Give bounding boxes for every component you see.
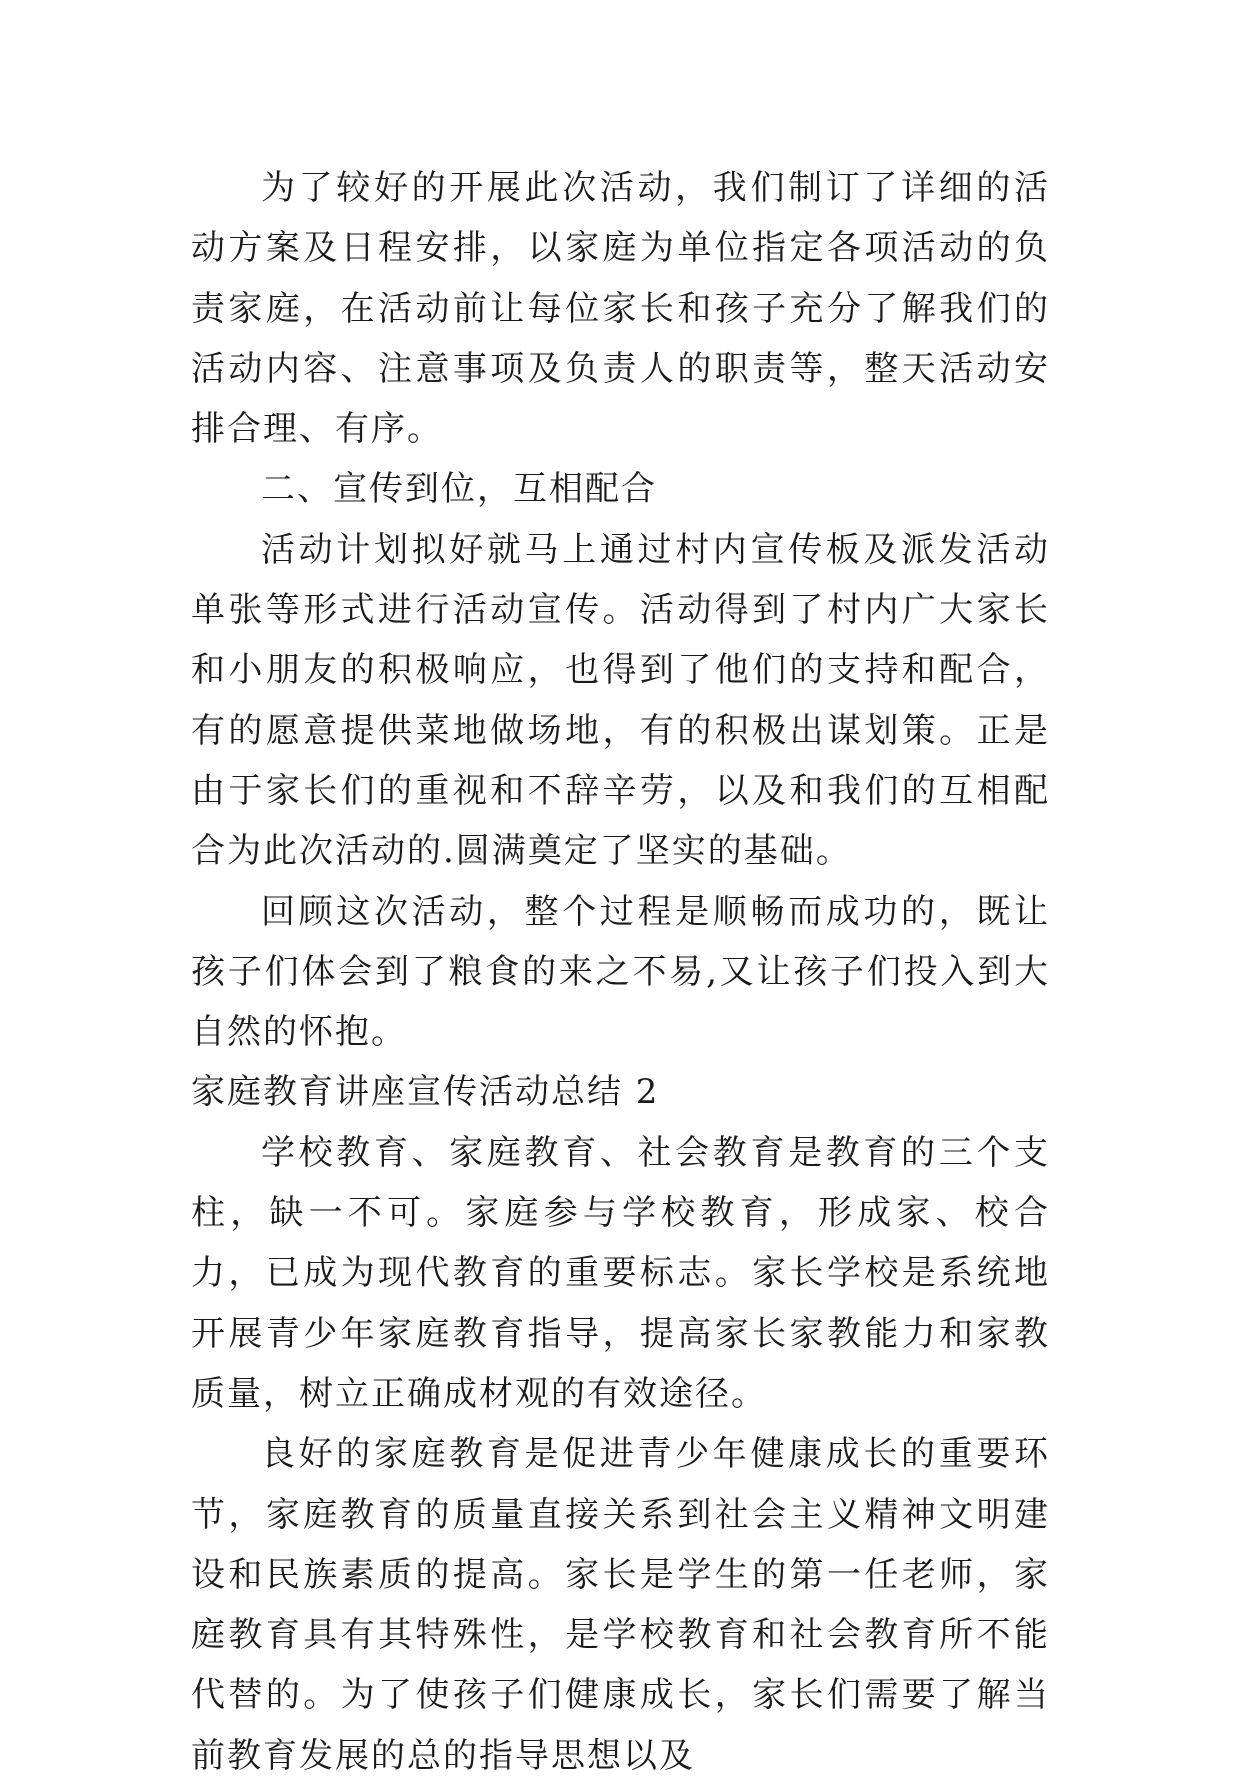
section-title-summary-2: 家庭教育讲座宣传活动总结 2 xyxy=(191,1072,660,1113)
document-body xyxy=(191,158,1050,1786)
paragraph-three-pillars: 学校教育、家庭教育、社会教育是教育的三个支柱，缺一不可。家庭参与学校教育，形成家、校合力，已成为现代教育的重要标志。家长学校是系统地开展青少年家庭教育指导，提高家长家教能力和家教质量，树立正确成材观的有效途径。 xyxy=(191,1132,1050,1414)
section-heading-publicity: 二、宣传到位，互相配合 xyxy=(261,469,657,510)
paragraph-activity-planning: 为了较好的开展此次活动，我们制订了详细的活动方案及日程安排，以家庭为单位指定各项活动的负责家庭，在活动前让每位家长和孩子充分了解我们的活动内容、注意事项及负责人的职责等，整天活动安排合理、有序。 xyxy=(191,168,1050,450)
paragraph-publicity: 活动计划拟好就马上通过村内宣传板及派发活动单张等形式进行活动宣传。活动得到了村内广大家长和小朋友的积极响应，也得到了他们的支持和配合，有的愿意提供菜地做场地，有的积极出谋划策。正是由于家长们的重视和不辞辛劳，以及和我们的互相配合为此次活动的.圆满奠定了坚实的基础。 xyxy=(191,529,1050,872)
paragraph-family-education: 良好的家庭教育是促进青少年健康成长的重要环节，家庭教育的质量直接关系到社会主义精神文明建设和民族素质的提高。家长是学生的第一任老师，家庭教育具有其特殊性，是学校教育和社会教育所不能代替的。为了使孩子们健康成长，家长们需要了解当前教育发展的总的指导思想以及 xyxy=(191,1434,1050,1776)
paragraph-review: 回顾这次活动，整个过程是顺畅而成功的，既让孩子们体会到了粮食的来之不易,又让孩子们投入到大自然的怀抱。 xyxy=(191,891,1050,1053)
